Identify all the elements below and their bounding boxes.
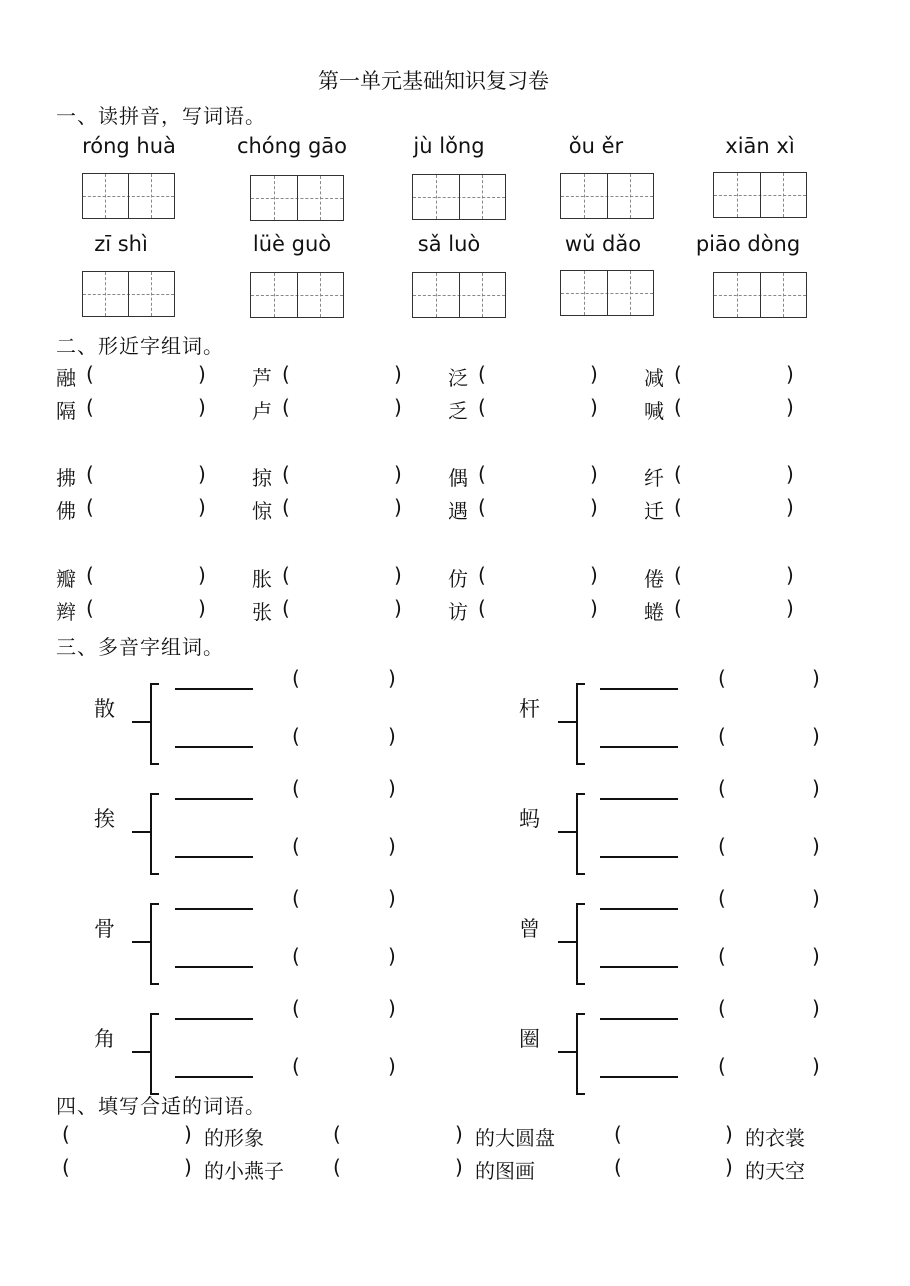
pinyin-blank-close: ): [812, 724, 820, 748]
similar-char: 遇: [448, 499, 468, 523]
answer-blank-close: ): [394, 563, 402, 587]
writing-grid[interactable]: [82, 271, 175, 317]
answer-blank-close: ): [394, 495, 402, 519]
pinyin-blank-open[interactable]: (: [292, 724, 300, 748]
answer-blank-close: ): [590, 462, 598, 486]
answer-blank-close: ): [394, 362, 402, 386]
pinyin-blank-close: ): [812, 944, 820, 968]
pinyin-blank-open[interactable]: (: [292, 996, 300, 1020]
pinyin-label: ǒu ěr: [568, 134, 624, 158]
pinyin-blank-open[interactable]: (: [292, 834, 300, 858]
fill-blank-open[interactable]: (: [62, 1155, 70, 1179]
brace-vertical: [576, 683, 578, 765]
pinyin-blank-open[interactable]: (: [292, 886, 300, 910]
polyphone-char: 杆: [519, 697, 540, 721]
brace-hook-bottom: [576, 1093, 585, 1095]
brace-hook-top: [150, 793, 159, 795]
answer-blank-close: ): [590, 563, 598, 587]
similar-char: 辫: [56, 600, 76, 624]
brace-stem: [558, 1051, 576, 1053]
brace-hook-bottom: [150, 873, 159, 875]
similar-char: 拂: [56, 466, 76, 490]
polyphone-char: 挨: [94, 807, 115, 831]
fill-blank-close: ): [725, 1155, 733, 1179]
answer-blank-open[interactable]: (: [86, 462, 94, 486]
writing-grid[interactable]: [560, 173, 654, 219]
similar-char: 惊: [252, 499, 272, 523]
similar-char: 乏: [448, 399, 468, 423]
brace-hook-bottom: [150, 763, 159, 765]
similar-char: 胀: [252, 567, 272, 591]
similar-char: 掠: [252, 466, 272, 490]
answer-blank-close: ): [786, 495, 794, 519]
polyphone-char: 圈: [519, 1027, 540, 1051]
answer-blank-close: ): [394, 596, 402, 620]
brace-hook-top: [576, 683, 585, 685]
answer-blank-open[interactable]: (: [86, 395, 94, 419]
answer-blank-close: ): [394, 395, 402, 419]
fill-blank-open[interactable]: (: [62, 1122, 70, 1146]
fill-phrase: 的图画: [475, 1159, 535, 1183]
fill-phrase: 的天空: [745, 1159, 805, 1183]
brace-hook-top: [576, 903, 585, 905]
answer-blank-close: ): [198, 462, 206, 486]
pinyin-blank-close: ): [388, 1054, 396, 1078]
writing-grid[interactable]: [412, 272, 506, 318]
answer-line[interactable]: [600, 798, 678, 800]
pinyin-blank-open[interactable]: (: [718, 666, 726, 690]
brace-hook-top: [576, 1013, 585, 1015]
fill-blank-open[interactable]: (: [333, 1155, 341, 1179]
answer-line[interactable]: [175, 798, 253, 800]
answer-line[interactable]: [600, 966, 678, 968]
similar-char: 偶: [448, 466, 468, 490]
fill-blank-open[interactable]: (: [614, 1155, 622, 1179]
pinyin-blank-close: ): [388, 724, 396, 748]
pinyin-blank-open[interactable]: (: [292, 666, 300, 690]
pinyin-blank-open[interactable]: (: [718, 724, 726, 748]
pinyin-label: lüè guò: [252, 232, 332, 256]
brace-stem: [132, 831, 150, 833]
answer-line[interactable]: [600, 1018, 678, 1020]
fill-blank-close: ): [725, 1122, 733, 1146]
answer-blank-close: ): [198, 395, 206, 419]
answer-blank-open[interactable]: (: [86, 596, 94, 620]
similar-char: 佛: [56, 499, 76, 523]
answer-blank-open[interactable]: (: [674, 462, 682, 486]
similar-char: 蜷: [644, 600, 664, 624]
pinyin-blank-open[interactable]: (: [718, 834, 726, 858]
pinyin-blank-open[interactable]: (: [292, 776, 300, 800]
similar-char: 喊: [644, 399, 664, 423]
answer-blank-open[interactable]: (: [674, 563, 682, 587]
fill-blank-close: ): [184, 1122, 192, 1146]
answer-blank-open[interactable]: (: [674, 362, 682, 386]
fill-phrase: 的衣裳: [745, 1126, 805, 1150]
answer-blank-open[interactable]: (: [86, 362, 94, 386]
brace-vertical: [150, 683, 152, 765]
polyphone-char: 骨: [94, 917, 115, 941]
writing-grid[interactable]: [82, 173, 175, 219]
answer-line[interactable]: [175, 908, 253, 910]
similar-char: 张: [252, 600, 272, 624]
similar-char: 泛: [448, 366, 468, 390]
pinyin-blank-close: ): [812, 834, 820, 858]
answer-blank-open[interactable]: (: [282, 563, 290, 587]
writing-grid[interactable]: [713, 272, 807, 318]
similar-char: 减: [644, 366, 664, 390]
brace-stem: [558, 941, 576, 943]
similar-char: 卢: [252, 399, 272, 423]
pinyin-blank-close: ): [812, 886, 820, 910]
answer-line[interactable]: [175, 1076, 253, 1078]
brace-hook-top: [150, 903, 159, 905]
brace-vertical: [576, 903, 578, 985]
answer-blank-close: ): [786, 563, 794, 587]
answer-line[interactable]: [600, 856, 678, 858]
pinyin-blank-close: ): [812, 776, 820, 800]
pinyin-blank-open[interactable]: (: [718, 944, 726, 968]
fill-phrase: 的形象: [204, 1126, 264, 1150]
answer-blank-open[interactable]: (: [282, 362, 290, 386]
answer-blank-close: ): [198, 596, 206, 620]
brace-hook-top: [576, 793, 585, 795]
similar-char: 融: [56, 366, 76, 390]
brace-stem: [558, 831, 576, 833]
pinyin-blank-close: ): [388, 886, 396, 910]
similar-char: 仿: [448, 567, 468, 591]
answer-blank-open[interactable]: (: [282, 596, 290, 620]
answer-blank-close: ): [198, 495, 206, 519]
similar-char: 访: [448, 600, 468, 624]
brace-hook-bottom: [576, 763, 585, 765]
polyphone-char: 散: [94, 697, 115, 721]
answer-blank-open[interactable]: (: [478, 395, 486, 419]
answer-blank-close: ): [198, 362, 206, 386]
polyphone-char: 曾: [519, 917, 540, 941]
writing-grid[interactable]: [250, 175, 344, 221]
writing-grid[interactable]: [713, 172, 807, 218]
answer-line[interactable]: [175, 966, 253, 968]
answer-blank-open[interactable]: (: [282, 462, 290, 486]
pinyin-blank-close: ): [388, 834, 396, 858]
similar-char: 芦: [252, 366, 272, 390]
polyphone-char: 角: [94, 1027, 115, 1051]
page-title: 第一单元基础知识复习卷: [318, 69, 549, 93]
pinyin-blank-open[interactable]: (: [292, 1054, 300, 1078]
pinyin-label: róng huà: [82, 134, 176, 158]
fill-blank-close: ): [455, 1155, 463, 1179]
pinyin-blank-open[interactable]: (: [718, 776, 726, 800]
pinyin-blank-open[interactable]: (: [292, 944, 300, 968]
answer-blank-close: ): [786, 596, 794, 620]
pinyin-label: wǔ dǎo: [564, 232, 642, 256]
pinyin-blank-close: ): [388, 996, 396, 1020]
answer-blank-open[interactable]: (: [478, 495, 486, 519]
answer-blank-close: ): [590, 395, 598, 419]
answer-blank-open[interactable]: (: [674, 495, 682, 519]
answer-blank-close: ): [590, 495, 598, 519]
similar-char: 迁: [644, 499, 664, 523]
answer-blank-open[interactable]: (: [478, 563, 486, 587]
answer-blank-close: ): [198, 563, 206, 587]
brace-stem: [132, 721, 150, 723]
similar-char: 瓣: [56, 567, 76, 591]
writing-grid[interactable]: [560, 270, 654, 316]
pinyin-blank-open[interactable]: (: [718, 1054, 726, 1078]
similar-char: 隔: [56, 399, 76, 423]
pinyin-label: piāo dòng: [695, 232, 801, 256]
brace-vertical: [150, 793, 152, 875]
pinyin-label: chóng gāo: [236, 134, 348, 158]
answer-blank-open[interactable]: (: [674, 395, 682, 419]
fill-blank-close: ): [184, 1155, 192, 1179]
answer-blank-open[interactable]: (: [674, 596, 682, 620]
answer-blank-open[interactable]: (: [282, 395, 290, 419]
brace-vertical: [576, 793, 578, 875]
section-3-heading: 三、多音字组词。: [56, 635, 224, 659]
brace-stem: [132, 1051, 150, 1053]
brace-vertical: [150, 1013, 152, 1095]
pinyin-blank-close: ): [388, 776, 396, 800]
pinyin-blank-close: ): [812, 666, 820, 690]
pinyin-blank-close: ): [812, 1054, 820, 1078]
brace-stem: [558, 721, 576, 723]
fill-phrase: 的大圆盘: [475, 1126, 555, 1150]
answer-blank-open[interactable]: (: [282, 495, 290, 519]
pinyin-blank-close: ): [388, 944, 396, 968]
fill-phrase: 的小燕子: [204, 1159, 284, 1183]
answer-line[interactable]: [175, 1018, 253, 1020]
brace-hook-top: [150, 683, 159, 685]
similar-char: 纤: [644, 466, 664, 490]
brace-hook-bottom: [576, 983, 585, 985]
answer-blank-close: ): [394, 462, 402, 486]
pinyin-blank-close: ): [812, 996, 820, 1020]
brace-hook-top: [150, 1013, 159, 1015]
answer-line[interactable]: [600, 746, 678, 748]
polyphone-char: 蚂: [519, 807, 540, 831]
pinyin-label: sǎ luò: [417, 232, 481, 256]
answer-line[interactable]: [600, 908, 678, 910]
pinyin-blank-open[interactable]: (: [718, 996, 726, 1020]
answer-blank-open[interactable]: (: [86, 563, 94, 587]
answer-line[interactable]: [175, 688, 253, 690]
pinyin-blank-close: ): [388, 666, 396, 690]
fill-blank-close: ): [455, 1122, 463, 1146]
fill-blank-open[interactable]: (: [333, 1122, 341, 1146]
brace-hook-bottom: [576, 873, 585, 875]
pinyin-label: jù lǒng: [413, 134, 485, 158]
answer-blank-close: ): [590, 362, 598, 386]
answer-blank-close: ): [786, 395, 794, 419]
section-2-heading: 二、形近字组词。: [56, 334, 224, 358]
answer-blank-close: ): [786, 362, 794, 386]
answer-blank-close: ): [590, 596, 598, 620]
answer-blank-open[interactable]: (: [478, 362, 486, 386]
answer-blank-open[interactable]: (: [478, 462, 486, 486]
similar-char: 倦: [644, 567, 664, 591]
pinyin-blank-open[interactable]: (: [718, 886, 726, 910]
answer-line[interactable]: [175, 746, 253, 748]
answer-line[interactable]: [600, 1076, 678, 1078]
brace-stem: [132, 941, 150, 943]
pinyin-label: xiān xì: [725, 134, 795, 158]
brace-vertical: [576, 1013, 578, 1095]
answer-line[interactable]: [175, 856, 253, 858]
answer-blank-open[interactable]: (: [86, 495, 94, 519]
fill-blank-open[interactable]: (: [614, 1122, 622, 1146]
answer-line[interactable]: [600, 688, 678, 690]
writing-grid[interactable]: [250, 272, 344, 318]
brace-vertical: [150, 903, 152, 985]
section-1-heading: 一、读拼音，写词语。: [56, 104, 266, 128]
writing-grid[interactable]: [412, 174, 506, 220]
answer-blank-open[interactable]: (: [478, 596, 486, 620]
brace-hook-bottom: [150, 983, 159, 985]
answer-blank-close: ): [786, 462, 794, 486]
pinyin-label: zī shì: [94, 232, 148, 256]
section-4-heading: 四、填写合适的词语。: [56, 1094, 266, 1118]
